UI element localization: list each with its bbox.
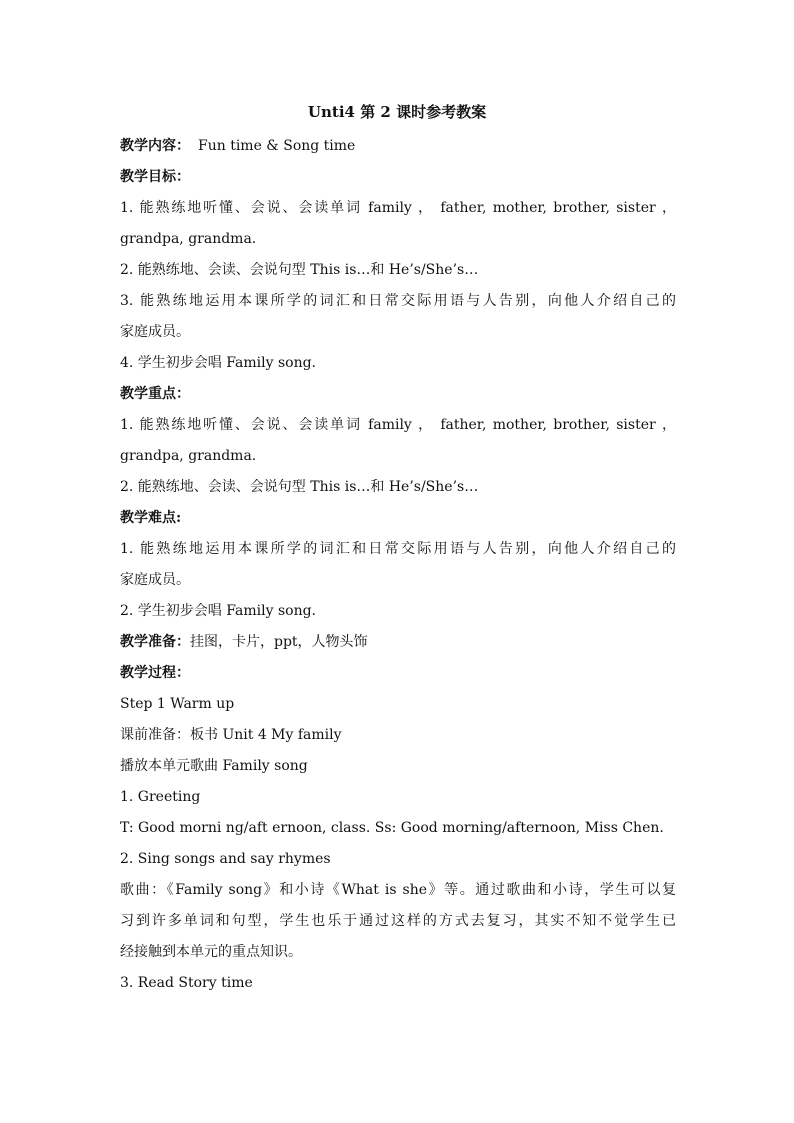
- key-point-1-line-1: 1. 能熟练地听懂、会说、会读单词 family ， father, mother, brother, sister ，: [120, 417, 676, 433]
- document-body: [120, 131, 676, 999]
- objective-2: 2. 能熟练地、会读、会说句型 This is…和 He’s/She’s…: [120, 262, 479, 278]
- difficult-point-2: 2. 学生初步会唱 Family song.: [120, 603, 316, 619]
- objective-1-line-2: grandpa, grandma.: [120, 231, 257, 247]
- play-song: 播放本单元歌曲 Family song: [120, 758, 308, 774]
- teaching-content-value: Fun time & Song time: [198, 138, 356, 154]
- preparation-label: 教学准备：: [120, 634, 190, 650]
- key-point-1-line-2: grandpa, grandma.: [120, 448, 257, 464]
- objectives-heading: 教学目标：: [120, 169, 190, 185]
- objective-4: 4. 学生初步会唱 Family song.: [120, 355, 316, 371]
- preparation-value: 挂图，卡片，ppt，人物头饰: [190, 634, 368, 650]
- process-heading: 教学过程：: [120, 665, 190, 681]
- step-1-warm-up: Step 1 Warm up: [120, 696, 235, 712]
- teaching-content-label: 教学内容：: [120, 138, 190, 154]
- difficult-points-heading: 教学难点:: [120, 510, 182, 526]
- page-title: Unti4 第 2 课时参考教案: [307, 103, 487, 121]
- key-points-heading: 教学重点：: [120, 386, 190, 402]
- greeting-dialogue: T: Good morni ng/aft ernoon, class. Ss: Good morning/afternoon, Miss Chen.: [120, 820, 664, 836]
- song-note-line-3: 经接触到本单元的重点知识。: [120, 944, 302, 960]
- objective-1-line-1: 1. 能熟练地听懂、会说、会读单词 family ， father, mother, brother, sister ，: [120, 200, 676, 216]
- objective-3-line-1: 3. 能熟练地运用本课所学的词汇和日常交际用语与人告别，向他人介绍自己的: [120, 293, 676, 309]
- read-story-time: 3. Read Story time: [120, 975, 253, 991]
- difficult-point-1-line-1: 1. 能熟练地运用本课所学的词汇和日常交际用语与人告别，向他人介绍自己的: [120, 541, 676, 557]
- objective-3-line-2: 家庭成员。: [120, 324, 190, 340]
- class-preparation: 课前准备：板书 Unit 4 My family: [120, 727, 342, 743]
- difficult-point-1-line-2: 家庭成员。: [120, 572, 190, 588]
- preparation-line: [120, 627, 676, 658]
- greeting: 1. Greeting: [120, 789, 201, 805]
- key-point-2: 2. 能熟练地、会读、会说句型 This is…和 He’s/She’s…: [120, 479, 479, 495]
- song-note-line-2: 习到许多单词和句型，学生也乐于通过这样的方式去复习，其实不知不觉学生已: [120, 913, 676, 929]
- song-note-line-1: 歌曲：《Family song》和小诗《What is she》等。通过歌曲和小诗，学生可以复: [120, 882, 676, 898]
- teaching-content-line: [120, 131, 676, 162]
- sing-songs: 2. Sing songs and say rhymes: [120, 851, 331, 867]
